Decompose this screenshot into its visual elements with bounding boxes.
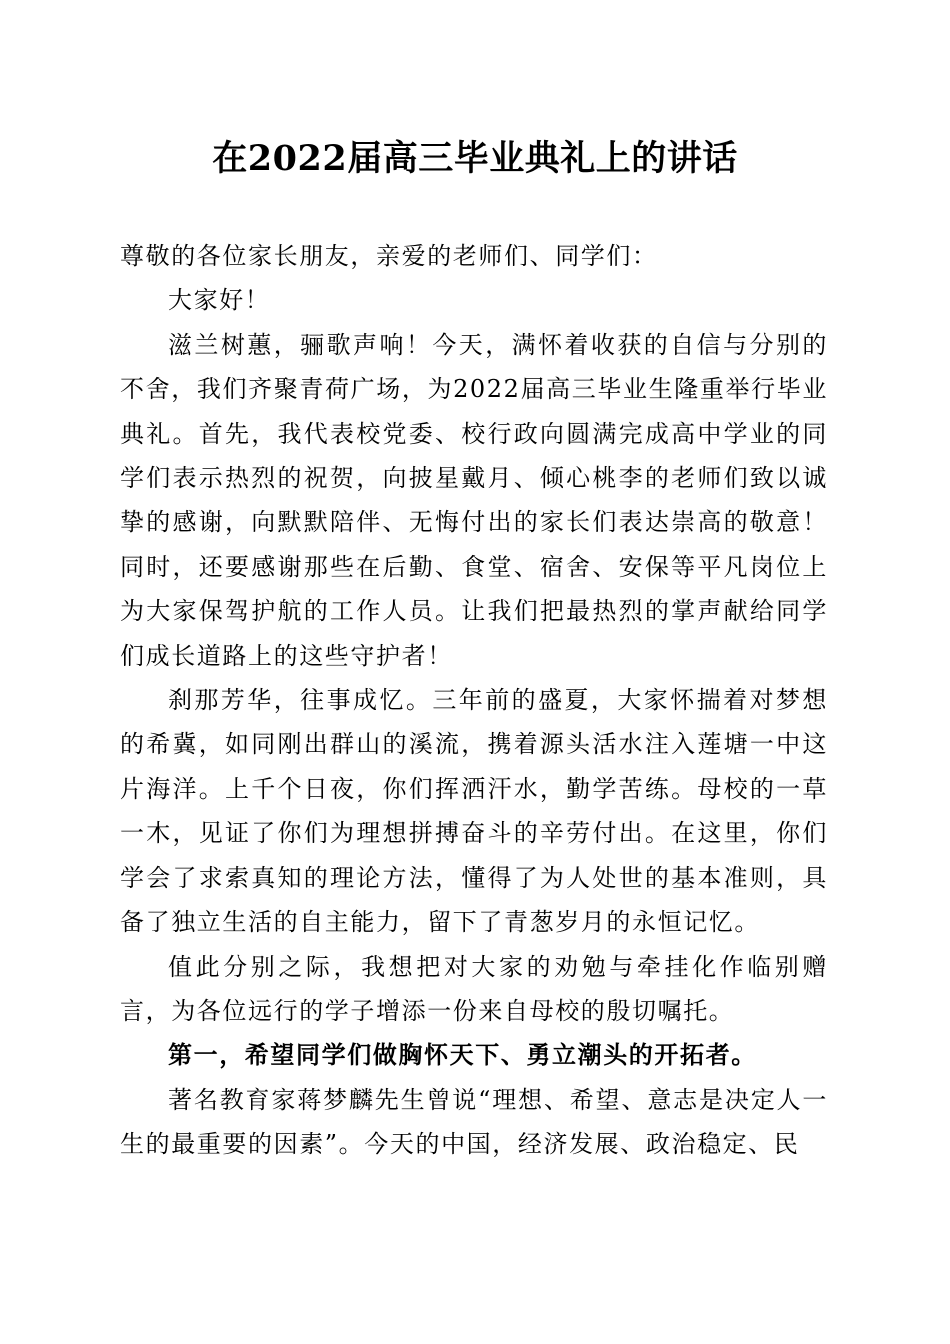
salutation: 尊敬的各位家长朋友，亲爱的老师们、同学们： xyxy=(120,242,658,270)
greeting: 大家好！ xyxy=(168,286,271,315)
paragraph-section-first: 著名教育家蒋梦麟先生曾说“理想、希望、意志是决定人一生的最重要的因素”。今天的中国，经济发展、政治稳定、民 xyxy=(120,1085,828,1159)
paragraph-farewell: 值此分别之际，我想把对大家的劝勉与牵挂化作临别赠言，为各位远行的学子增添一份来自母校的殷切嘱托。 xyxy=(120,952,828,1025)
document-title: 在2022届高三毕业典礼上的讲话 xyxy=(212,138,738,179)
paragraph-opening: 滋兰树蕙，骊歌声响！今天，满怀着收获的自信与分别的不舍，我们齐聚青荷广场，为2022届高三毕业生隆重举行毕业典礼。首先，我代表校党委、校行政向圆满完成高中学业的同学们表示热烈的祝贺，向披星戴月、倾心桃李的老师们致以诚挚的感谢，向默默陪伴、无悔付出的家长们表达崇高的敬意！同时，还要感谢那些在后勤、食堂、宿舍、安保等平凡岗位上为大家保驾护航的工作人员。让我们把最热烈的掌声献给同学们成长道路上的这些守护者！ xyxy=(120,330,828,670)
speech-body xyxy=(120,234,828,1167)
section-heading-first: 第一，希望同学们做胸怀天下、勇立潮头的开拓者。 xyxy=(168,1040,757,1070)
paragraph-memories: 刹那芳华，往事成忆。三年前的盛夏，大家怀揣着对梦想的希冀，如同刚出群山的溪流，携着源头活水注入莲塘一中这片海洋。上千个日夜，你们挥洒汗水，勤学苦练。母校的一草一木，见证了你们为理想拼搏奋斗的辛劳付出。在这里，你们学会了求索真知的理论方法，懂得了为人处世的基本准则，具备了独立生活的自主能力，留下了青葱岁月的永恒记忆。 xyxy=(120,686,828,937)
